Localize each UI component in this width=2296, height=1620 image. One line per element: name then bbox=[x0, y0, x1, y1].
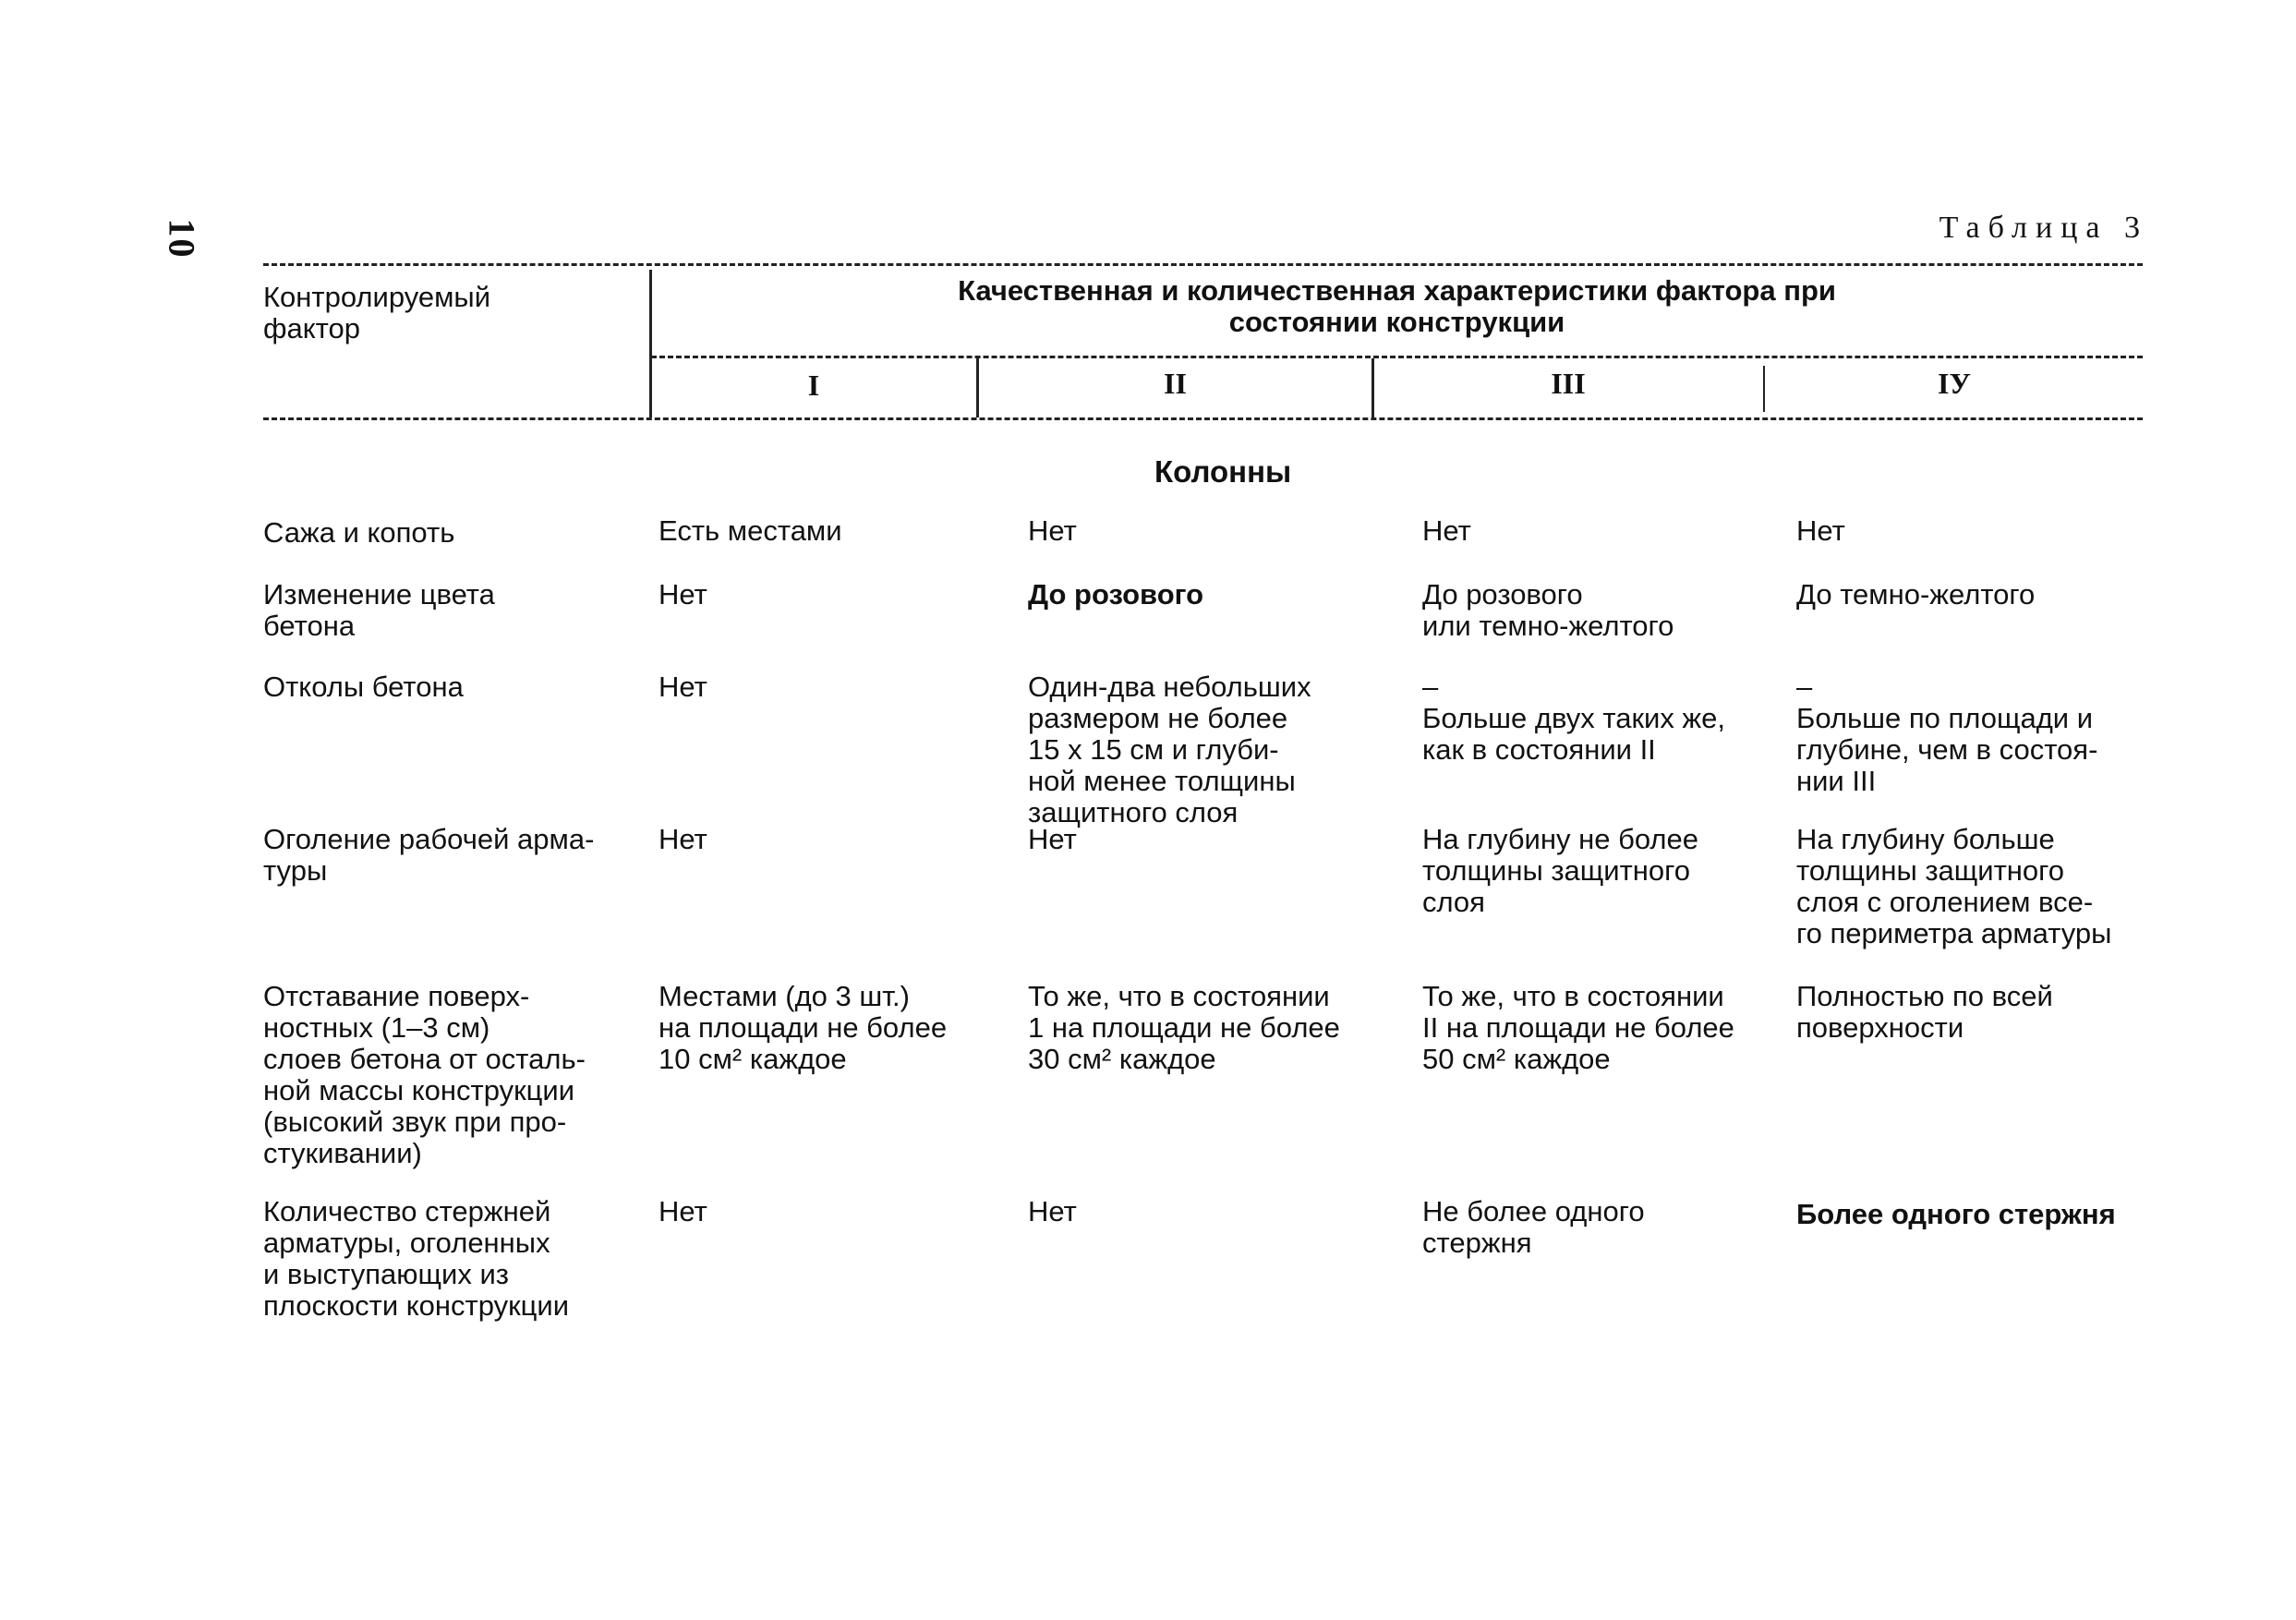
state-header-3: III bbox=[1551, 367, 1586, 400]
row-5-factor: Отставание поверх- ностных (1–3 см) слоев бетона от осталь- ной массы конструкции (высокий звук при про- стукивании) bbox=[263, 980, 586, 1169]
row-2-state-4: До темно-желтого bbox=[1796, 578, 2036, 611]
page-number: 10 bbox=[161, 218, 203, 260]
row-6-state-1: Нет bbox=[659, 1195, 707, 1227]
row-5-state-3: То же, что в состоянии II на площади не более 50 см² каждое bbox=[1422, 980, 1734, 1075]
row-1-factor: Сажа и копоть bbox=[263, 516, 455, 549]
row-4-state-1: Нет bbox=[659, 823, 707, 855]
row-3-state-1: Нет bbox=[659, 671, 707, 703]
row-6-state-4: Более одного стержня bbox=[1796, 1198, 2116, 1230]
row-6-factor: Количество стержней арматуры, оголенных и выступающих из плоскости конструкции bbox=[263, 1195, 570, 1322]
header-divider-3 bbox=[1763, 366, 1765, 412]
row-3-state-2: Один-два небольших размером не более 15 х 15 см и глуби- ной менее толщины защитного слоя bbox=[1028, 671, 1311, 828]
row-5-state-1: Местами (до 3 шт.) на площади не более 10 см² каждое bbox=[659, 980, 948, 1075]
section-title: Колонны bbox=[1154, 454, 1292, 489]
row-1-state-2: Нет bbox=[1028, 514, 1077, 547]
row-6-state-3: Не более одного стержня bbox=[1422, 1195, 1645, 1259]
row-2-state-2: До розового bbox=[1028, 578, 1204, 611]
state-header-2: II bbox=[1164, 367, 1187, 400]
state-header-1: I bbox=[807, 369, 820, 402]
table-top-rule bbox=[263, 263, 2143, 266]
row-3-state-3: – Больше двух таких же, как в состоянии II bbox=[1422, 671, 1726, 766]
row-6-state-2: Нет bbox=[1028, 1195, 1077, 1227]
table-title: Таблица 3 bbox=[1939, 211, 2148, 245]
row-5-state-2: То же, что в состоянии 1 на площади не более 30 см² каждое bbox=[1028, 980, 1340, 1075]
row-1-state-1: Есть местами bbox=[659, 514, 842, 547]
row-4-state-4: На глубину больше толщины защитного слоя с оголением все- го периметра арматуры bbox=[1796, 823, 2112, 949]
header-factor: Контролируемый фактор bbox=[263, 281, 491, 345]
header-bottom-rule bbox=[263, 417, 2143, 420]
row-3-factor: Отколы бетона bbox=[263, 671, 464, 703]
row-1-state-4: Нет bbox=[1796, 514, 1845, 547]
row-4-state-2: Нет bbox=[1028, 823, 1077, 855]
row-5-state-4: Полностью по всей поверхности bbox=[1796, 980, 2053, 1044]
row-2-state-3: До розового или темно-желтого bbox=[1422, 578, 1674, 642]
row-3-state-4: – Больше по площади и глубине, чем в состоя- нии III bbox=[1796, 671, 2098, 797]
header-mid-rule bbox=[651, 356, 2143, 358]
row-2-state-1: Нет bbox=[659, 578, 707, 611]
state-header-4: IУ bbox=[1938, 367, 1971, 400]
header-characteristics: Качественная и количественная характеристики фактора при состоянии конструкции bbox=[958, 274, 1836, 338]
row-4-factor: Оголение рабочей арма- туры bbox=[263, 823, 595, 887]
row-1-state-3: Нет bbox=[1422, 514, 1471, 547]
row-4-state-3: На глубину не более толщины защитного слоя bbox=[1422, 823, 1698, 918]
row-2-factor: Изменение цвета бетона bbox=[263, 578, 495, 642]
